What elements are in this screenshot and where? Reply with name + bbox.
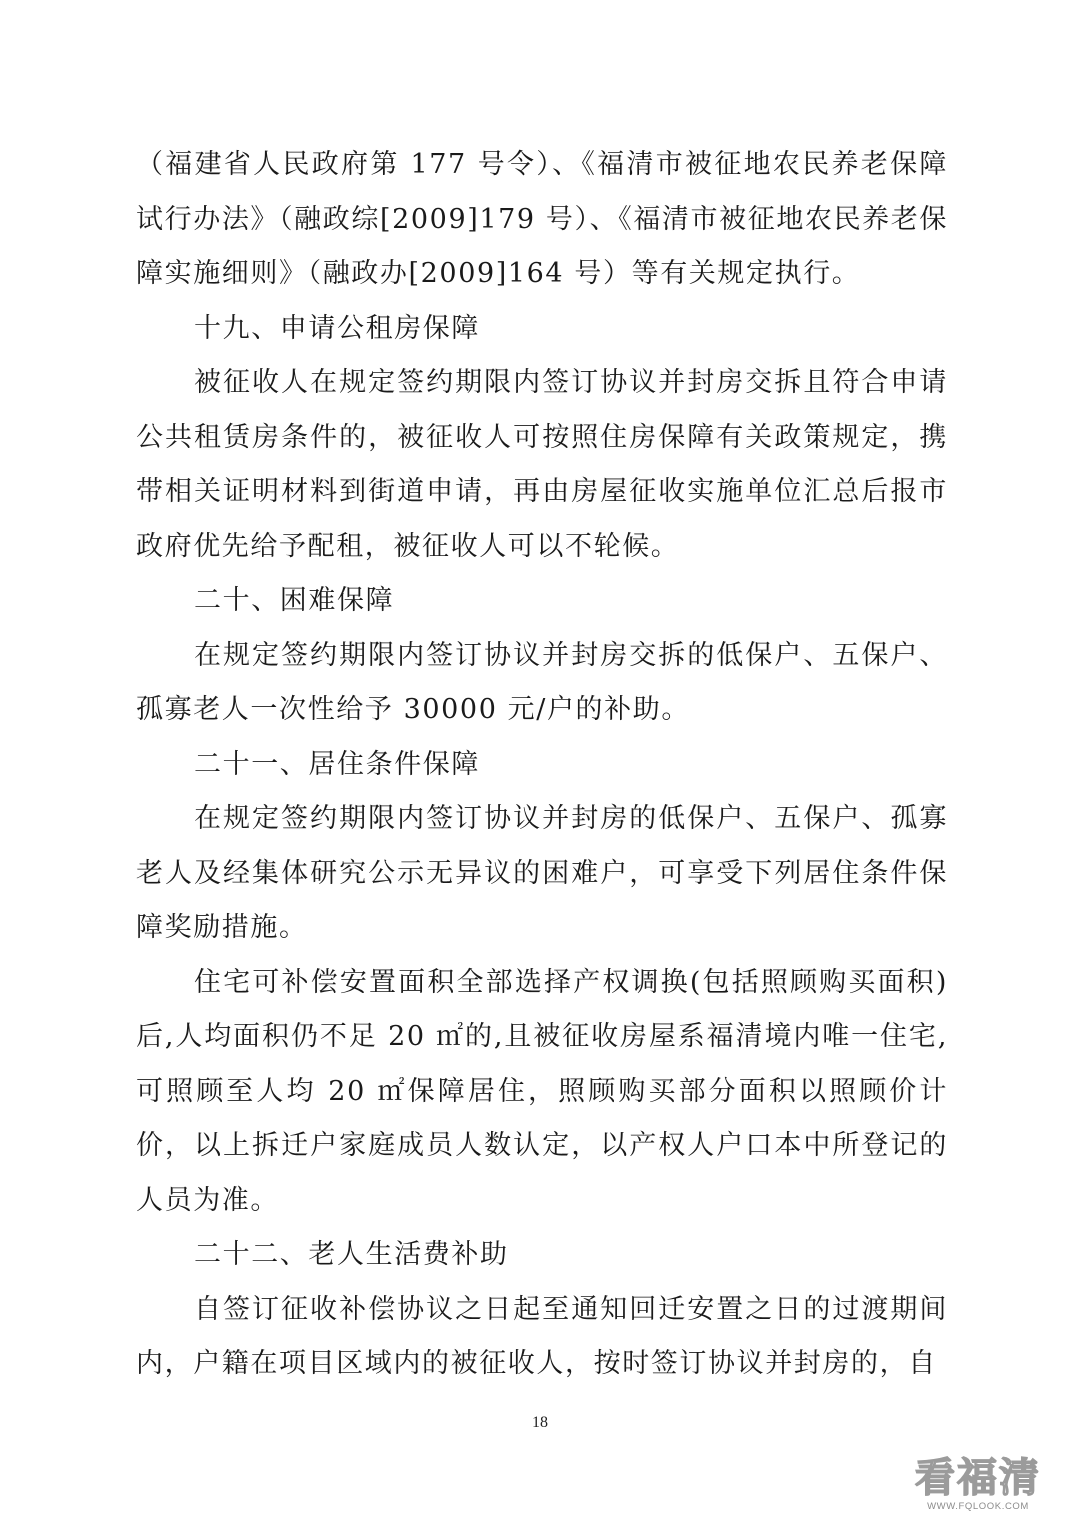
paragraph-regulations: （福建省人民政府第 177 号令）、《福清市被征地农民养老保障试行办法》（融政综[2009]179 号）、《福清市被征地农民养老保障实施细则》（融政办[2009]164 号）等有关规定执行。 [136,149,948,289]
paragraph-hardship-subsidy: 在规定签约期限内签订协议并封房交拆的低保户、五保户、孤寡老人一次性给予 30000 元/户的补助。 [136,639,948,725]
heading-section-21: 二十一、居住条件保障 [194,748,480,780]
watermark-logo: 看福清 [915,1455,1041,1501]
heading-section-20: 二十、困难保障 [194,585,395,616]
watermark [898,1456,1058,1512]
paragraph-elderly-allowance: 自签订征收补偿协议之日起至通知回迁安置之日的过渡期间内，户籍在项目区域内的被征收人，按时签订协议并封房的，自 [136,1293,948,1379]
heading-section-19: 十九、申请公租房保障 [194,312,480,344]
paragraph-living-conditions: 在规定签约期限内签订协议并封房的低保户、五保户、孤寡老人及经集体研究公示无异议的困难户，可享受下列居住条件保障奖励措施。 [136,803,948,943]
heading-section-22: 二十二、老人生活费补助 [194,1239,509,1270]
document-body [136,138,948,1392]
paragraph-public-rental: 被征收人在规定签约期限内签订协议并封房交拆且符合申请公共租赁房条件的，被征收人可按照住房保障有关政策规定，携带相关证明材料到街道申请，再由房屋征收实施单位汇总后报市政府优先给予配租，被征收人可以不轮候。 [136,367,948,562]
watermark-url: WWW.FQLOOK.COM [927,1501,1029,1512]
page-number: 18 [532,1414,548,1431]
paragraph-housing-area: 住宅可补偿安置面积全部选择产权调换(包括照顾购买面积)后,人均面积仍不足 20 ㎡的,且被征收房屋系福清境内唯一住宅,可照顾至人均 20 ㎡保障居住，照顾购买部分面积以照顾价计价，以上拆迁户家庭成员人数认定，以产权人户口本中所登记的人员为准。 [136,966,948,1216]
